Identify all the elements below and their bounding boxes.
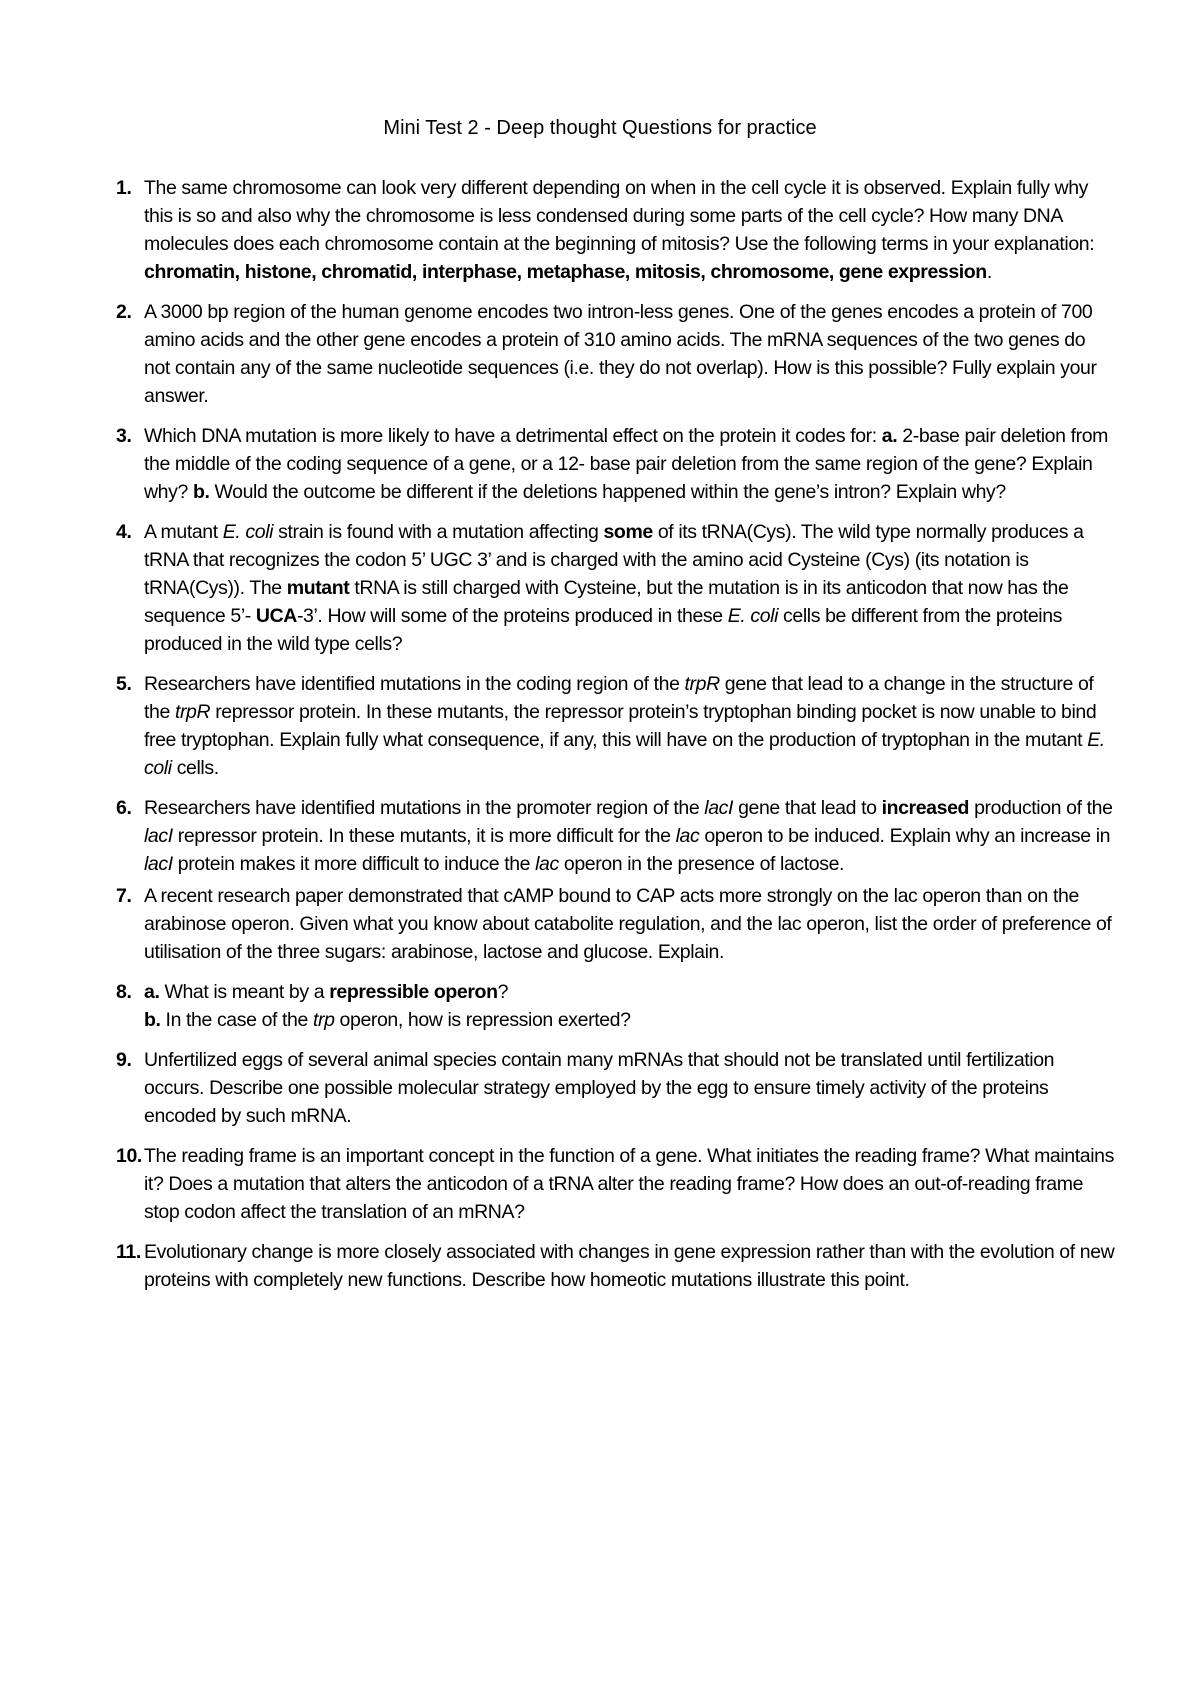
question-text-segment: What is meant by a [159, 981, 330, 1003]
question-item [116, 670, 1116, 782]
question-text-segment: Would the outcome be different if the deletions happened within the gene’s intron? Explain why? [209, 481, 1006, 503]
question-number: 8. [116, 981, 132, 1003]
question-text-segment: ? [497, 981, 509, 1003]
bold-text: a. [881, 425, 898, 447]
question-text-segment: The same chromosome can look very different depending on when in the cell cycle it is observed. Explain fully why this is so and also why the chromosome is less condensed during some parts of the cell cycle? How many DNA molecules does each chromosome contain at the beginning of mitosis? Use the following terms in your explanation: [144, 177, 1095, 255]
question-item [116, 1238, 1116, 1294]
question-item [116, 174, 1116, 286]
question-number: 11. [116, 1241, 141, 1263]
question-text [144, 425, 1108, 503]
question-text [144, 981, 631, 1031]
question-text [144, 673, 1105, 779]
question-item [116, 518, 1116, 658]
question-text-segment: . [986, 261, 992, 283]
question-text [144, 1049, 1054, 1127]
bold-text: a. [144, 981, 160, 1003]
question-text-segment: operon to be induced. Explain why an increase in [699, 825, 1111, 847]
italic-text: lacI [144, 853, 173, 875]
question-text-segment: The reading frame is an important concept in the function of a gene. What initiates the reading frame? What maintains it? Does a mutation that alters the anticodon of a tRNA alter the reading frame? How does an out-of-reading frame stop codon affect the translation of an mRNA? [144, 1145, 1114, 1223]
question-text-segment: production of the [969, 797, 1113, 819]
question-number: 6. [116, 797, 132, 819]
bold-text: UCA [255, 605, 297, 627]
question-number: 9. [116, 1049, 132, 1071]
bold-text: mutant [286, 577, 350, 599]
italic-text: trpR [684, 673, 720, 695]
question-text-segment: strain is found with a mutation affecting [273, 521, 604, 543]
question-text-segment: -3’. How will some of the proteins produced in these [296, 605, 728, 627]
question-item [116, 978, 1116, 1034]
italic-text: trpR [174, 701, 211, 723]
question-text [144, 797, 1113, 875]
question-text-segment: Unfertilized eggs of several animal species contain many mRNAs that should not be translated until fertilization occurs. Describe one possible molecular strategy employed by the egg to ensure timely activity of the proteins encoded by such mRNA. [144, 1049, 1055, 1127]
question-number: 1. [116, 177, 132, 199]
italic-text: E. coli [144, 729, 1105, 779]
italic-text: E. coli [222, 521, 274, 543]
question-text-segment: repressor protein. In these mutants, the repressor protein’s tryptophan binding pocket is now unable to bind free tryptophan. Explain fully what consequence, if any, this will have on the production of tryptophan in the mutant [144, 701, 1097, 751]
question-text-segment: operon, how is repression exerted? [334, 1009, 631, 1031]
question-item [116, 422, 1116, 506]
italic-text: E. coli [727, 605, 779, 627]
question-number: 3. [116, 425, 132, 447]
question-text-segment: Researchers have identified mutations in the promoter region of the [144, 797, 705, 819]
question-text-segment: A mutant [144, 521, 223, 543]
question-text-segment: gene that lead to a change in the structure of the [144, 673, 1094, 723]
question-text-segment: operon in the presence of lactose. [558, 853, 845, 875]
bold-text: chromatin, histone, chromatid, interphase, metaphase, mitosis, chromosome, gene expression [144, 261, 987, 283]
italic-text: trp [312, 1009, 335, 1031]
question-number: 10. [116, 1145, 142, 1167]
question-text-segment: Which DNA mutation is more likely to have a detrimental effect on the protein it codes for: [144, 425, 882, 447]
question-list [116, 174, 1116, 1306]
question-text-segment: repressor protein. In these mutants, it is more difficult for the [172, 825, 676, 847]
question-text [144, 521, 1084, 655]
question-text-segment: cells be different from the proteins produced in the wild type cells? [144, 605, 1063, 655]
question-text-segment: A recent research paper demonstrated that cAMP bound to CAP acts more strongly on the lac operon than on the arabinose operon. Given what you know about catabolite regulation, and the lac operon, list the order of preference of utilisation of the three sugars: arabinose, lactose and glucose. Explain. [144, 885, 1112, 963]
bold-text: repressible operon [329, 981, 498, 1003]
question-item [116, 298, 1116, 410]
question-text [144, 885, 1111, 963]
question-text-segment: cells. [171, 757, 219, 779]
italic-text: lacI [144, 825, 173, 847]
question-text-segment: 2-base pair deletion from the middle of the coding sequence of a gene, or a 12- base pair deletion from the same region of the gene? Explain why? [144, 425, 1108, 503]
page-title: Mini Test 2 - Deep thought Questions for practice [383, 117, 817, 139]
question-item [116, 1142, 1116, 1226]
question-text-segment: Researchers have identified mutations in the coding region of the [144, 673, 685, 695]
question-text-segment: Evolutionary change is more closely associated with changes in gene expression rather than with the evolution of new proteins with completely new functions. Describe how homeotic mutations illustrate this point. [144, 1241, 1115, 1291]
question-text [144, 1241, 1114, 1291]
question-number: 7. [116, 885, 132, 907]
italic-text: lac [675, 825, 700, 847]
bold-text: some [603, 521, 653, 543]
italic-text: lacI [704, 797, 734, 819]
question-number: 5. [116, 673, 132, 695]
bold-text: b. [192, 481, 210, 503]
question-text-segment: tRNA is still charged with Cysteine, but the mutation is in its anticodon that now has the sequence 5’- [144, 577, 1069, 627]
question-text-segment: In the case of the [160, 1009, 313, 1031]
question-item [116, 794, 1116, 878]
italic-text: lac [535, 853, 559, 875]
question-number: 2. [116, 301, 132, 323]
question-text [144, 177, 1094, 283]
question-item [116, 1046, 1116, 1130]
question-text [144, 1145, 1114, 1223]
question-number: 4. [116, 521, 132, 543]
bold-text: b. [144, 1009, 161, 1031]
question-text [144, 301, 1097, 407]
question-text-segment: of its tRNA(Cys). The wild type normally produces a tRNA that recognizes the codon 5’ UGC 3’ and is charged with the amino acid Cysteine (Cys) (its notation is tRNA(Cys)). The [144, 521, 1084, 599]
bold-text: increased [881, 797, 970, 819]
question-text-segment: gene that lead to [733, 797, 882, 819]
question-text-segment: protein makes it more difficult to induce the [172, 853, 536, 875]
question-item [116, 882, 1116, 966]
question-text-segment: A 3000 bp region of the human genome encodes two intron-less genes. One of the genes encodes a protein of 700 amino acids and the other gene encodes a protein of 310 amino acids. The mRNA sequences of the two genes do not contain any of the same nucleotide sequences (i.e. they do not overlap). How is this possible? Fully explain your answer. [144, 301, 1097, 407]
